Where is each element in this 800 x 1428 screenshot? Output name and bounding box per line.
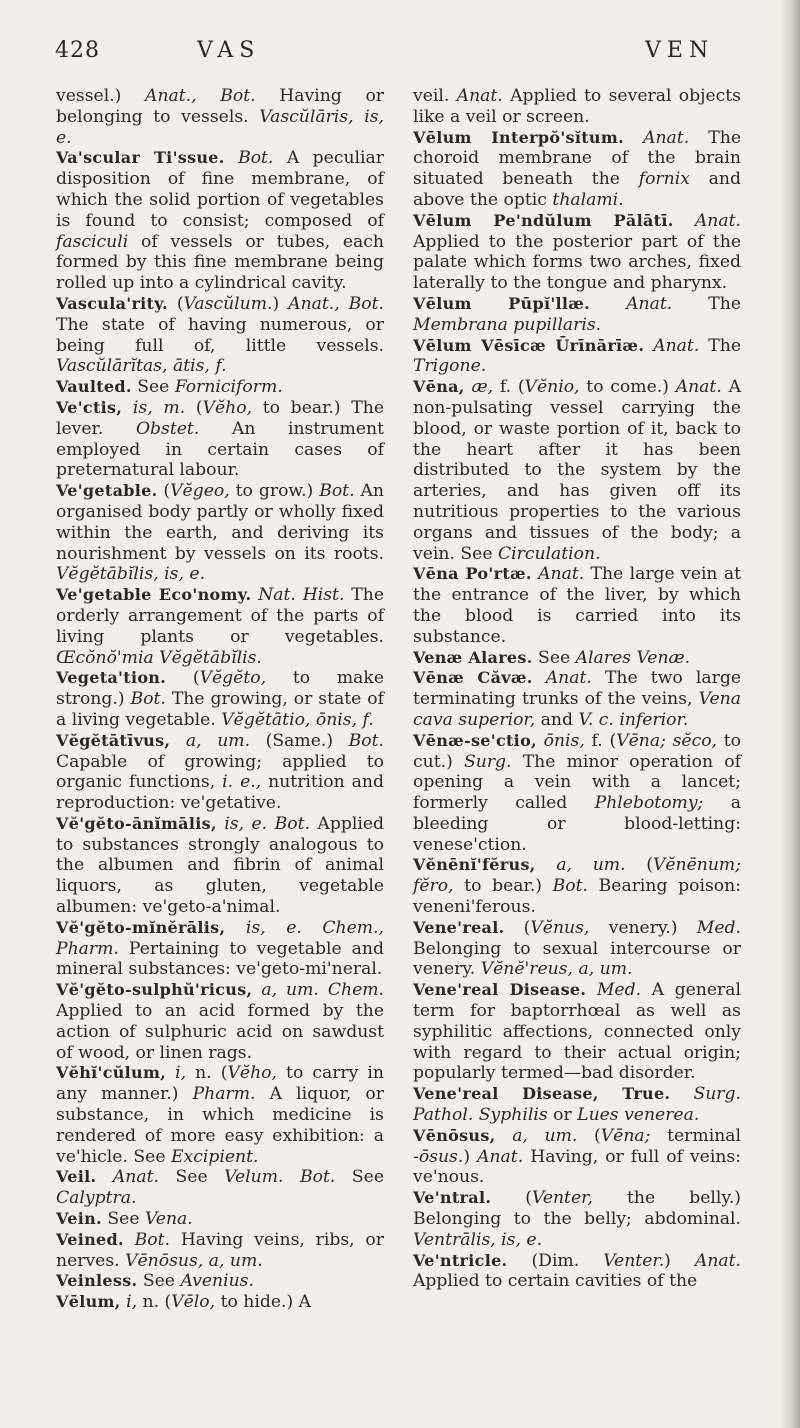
entry-italic-text: Vēna; [600, 1125, 651, 1146]
entry-italic-text: Vĕho, [227, 1063, 277, 1084]
entry-italic-text: i. e., [222, 772, 262, 793]
entry-headword: Ve'getable Eco'nomy. [56, 585, 252, 605]
entry-headword: Vēnōsus, [413, 1125, 496, 1145]
entry-headword: Vaulted. [56, 377, 132, 397]
entry-italic-text: Obstet. [135, 418, 200, 439]
entry-text: An organised body partly or wholly fixed within the earth, and deriving its nourishment by vessels on its roots. [56, 481, 384, 564]
entry-text: terminal - [413, 1125, 742, 1167]
entry-italic-text: Vĕho, [202, 397, 253, 418]
entry-text: and [535, 709, 579, 730]
entry-text: veil. [413, 86, 457, 106]
entry-text: a bleeding or blood-letting: venese'ction. [413, 793, 741, 855]
entry-italic-text: Med. [596, 980, 642, 1001]
dictionary-entry [413, 668, 741, 730]
entry-text: f. ( [584, 730, 617, 751]
entry-text: ( [577, 1125, 601, 1146]
entry-headword: Vĕ'gĕto-mĭnĕrālis, [56, 917, 226, 937]
entry-text: Pertaining to vegetable and mineral substances: ve'geto-mi'neral. [56, 938, 384, 980]
entry-headword: Vēlum Pūpĭ'llæ. [413, 293, 591, 313]
entry-italic-text: Anat. [694, 210, 741, 231]
entry-text: Applied to several objects like a veil or screen. [413, 86, 741, 127]
entry-text: n. ( [137, 1292, 172, 1313]
entry-italic-text: Med. [696, 917, 741, 938]
entry-text: See [158, 1167, 225, 1188]
entry-text: ) [664, 1250, 695, 1271]
entry-text [537, 731, 544, 751]
entry-text [586, 980, 597, 1000]
entry-text [225, 148, 238, 168]
entry-italic-text: Vascŭlāris, is, e. [56, 106, 384, 148]
dictionary-entry [56, 294, 384, 377]
entry-text: and above the optic [413, 169, 741, 210]
entry-text: The growing, or state of a living vegetable. [56, 689, 384, 730]
entry-headword: Va'scular Ti'ssue. [56, 148, 225, 168]
entry-text [225, 918, 246, 938]
entry-italic-text: Vĕgĕtābĭlis, is, e. [56, 564, 206, 585]
entry-italic-text: Vĕgĕto, [199, 668, 267, 689]
entry-italic-text: Vena cava superior, [413, 689, 741, 730]
entry-headword: Vĕ'gĕto-sulphŭ'ricus, [56, 980, 253, 1000]
dictionary-entry [413, 294, 741, 336]
entry-italic-text: fornix [638, 169, 690, 190]
dictionary-entry [56, 918, 384, 980]
entry-italic-text: a, um. [512, 1125, 578, 1146]
entry-italic-text: Ventrālis, is, e. [413, 1229, 543, 1250]
entry-italic-text: Lues venerea. [577, 1105, 700, 1126]
entry-headword: Vēna Po'rtæ. [413, 564, 532, 584]
entry-text [496, 1126, 513, 1146]
entry-text: The [699, 335, 742, 356]
entry-text [674, 211, 695, 231]
dictionary-entry [413, 86, 741, 128]
entry-italic-text: Vĕnio, [524, 377, 580, 398]
entry-italic-text: Avenius. [180, 1271, 254, 1292]
entry-italic-text: Anat. [626, 293, 673, 314]
entry-text: Applied to substances strongly analogous to the albumen and fibrin of animal liquors, as gluten, vegetable albumen: ve'geto-a'nimal. [56, 813, 384, 918]
entry-italic-text: Bot. [300, 1167, 336, 1188]
entry-italic-text: Vĕnĕ'reus, a, um. [480, 959, 633, 980]
entry-text: The [672, 293, 741, 314]
header-right-word: VEN [645, 38, 715, 63]
entry-text [166, 1063, 175, 1083]
entry-headword: Veined. [56, 1229, 124, 1249]
entry-italic-text: Anat. [112, 1167, 159, 1188]
entry-italic-text: Anat. [694, 1250, 742, 1271]
entry-headword: Vene'real. [413, 917, 505, 937]
dictionary-entry [56, 731, 384, 814]
page-edge-shadow [778, 0, 800, 1428]
entry-italic-text: Œcŏnŏ'mia Vĕgĕtābĭlis. [56, 647, 262, 668]
entry-text: ( [504, 917, 531, 938]
entry-text: The state of having numerous, or being full of, little vessels. [56, 314, 384, 356]
entry-text: See [137, 1271, 181, 1292]
entry-text: The choroid membrane of the brain situated beneath the [413, 127, 742, 190]
dictionary-entry [413, 1188, 741, 1250]
entry-text: ( [167, 293, 184, 314]
entry-italic-text: Anat. [653, 335, 700, 356]
entry-italic-text: Circulation. [497, 543, 601, 564]
entry-italic-text: Anat. [675, 377, 722, 398]
entry-italic-text: Anat., Bot. [288, 293, 385, 314]
dictionary-entry [56, 398, 384, 481]
entry-text: or [547, 1105, 578, 1126]
entry-italic-text: Bot. [319, 481, 355, 502]
entry-text: ( [185, 397, 203, 418]
dictionary-entry [413, 1251, 741, 1293]
dictionary-entry [56, 1230, 384, 1272]
entry-italic-text: Alares Venæ. [575, 647, 691, 668]
entry-italic-text: Venter. [603, 1250, 665, 1271]
dictionary-entry [413, 564, 741, 647]
entry-italic-text: Vĕgeo, [170, 481, 230, 502]
entry-italic-text: a, um. Chem. [261, 980, 384, 1001]
entry-italic-text: Vĕgĕtātio, ōnis, f. [221, 709, 374, 730]
entry-text: The orderly arrangement of the parts of living plants or vegetables. [56, 585, 384, 647]
entry-italic-text: a, um. [185, 730, 251, 751]
entry-text: ( [491, 1188, 532, 1209]
entry-italic-text: Calyptra. [56, 1188, 137, 1209]
running-header [55, 38, 760, 68]
left-column [56, 86, 384, 1313]
dictionary-entry [56, 668, 384, 730]
entry-text [644, 336, 653, 356]
entry-italic-text: Bot. [134, 1229, 171, 1250]
entry-text: The large vein at the entrance of the liver, by which the blood is carried into its substance. [413, 564, 741, 647]
entry-italic-text: Anat. [545, 668, 592, 689]
entry-text: See [335, 1167, 384, 1188]
dictionary-entry [56, 980, 384, 1063]
entry-text: Applied to the posterior part of the palate which forms two arches, fixed laterally to the tongue and pharynx. [413, 231, 741, 294]
entry-italic-text: Vēnōsus, a, um. [125, 1250, 263, 1271]
entry-italic-text: Vĕnus, [530, 917, 590, 938]
dictionary-entry [413, 1126, 741, 1188]
dictionary-entry [56, 814, 384, 918]
entry-text: to grow.) [229, 481, 320, 502]
entry-text: to hide.) A [215, 1292, 312, 1313]
entry-headword: Vēnæ-se'ctio, [413, 730, 537, 750]
entry-italic-text: Bot. [238, 148, 274, 169]
entry-italic-text: ōnis, [543, 730, 585, 751]
entry-italic-text: a, um. [556, 855, 626, 876]
entry-italic-text: Vēna; sĕco, [616, 730, 718, 751]
dictionary-entry [413, 918, 741, 980]
entry-italic-text: Bot. [274, 813, 310, 834]
entry-headword: Vegeta'tion. [56, 668, 167, 688]
dictionary-entry [413, 1084, 741, 1126]
dictionary-entry [56, 481, 384, 585]
entry-italic-text: Anat. [643, 127, 690, 148]
entry-italic-text: Forniciform. [174, 377, 283, 398]
entry-text [590, 294, 626, 314]
entry-headword: Veil. [56, 1167, 97, 1187]
entry-text [122, 398, 133, 418]
dictionary-entry [56, 1292, 384, 1313]
dictionary-entry [413, 128, 741, 211]
entry-headword: Ve'getable. [56, 481, 158, 501]
header-left-word: VAS [197, 38, 261, 63]
entry-text: the belly.) Belonging to the belly; abdominal. [413, 1188, 741, 1230]
entry-italic-text: i, [175, 1063, 187, 1084]
right-column [413, 86, 741, 1292]
entry-text: The minor operation of opening a vein with a lancet; formerly called [413, 751, 741, 814]
dictionary-entry [413, 377, 741, 564]
entry-headword: Vēnæ Căvæ. [413, 668, 533, 688]
entry-headword: Ve'ntricle. [413, 1250, 508, 1270]
entry-text [124, 1230, 135, 1250]
entry-headword: Vēna, [413, 377, 465, 397]
entry-text: of vessels or tubes, each formed by this fine membrane being rolled up into a cylindrical cavity. [56, 231, 384, 294]
dictionary-entry [413, 980, 741, 1084]
entry-text: (Same.) [250, 730, 349, 751]
entry-text: venery.) [589, 917, 697, 938]
dictionary-entry [413, 336, 741, 378]
entry-italic-text: Venter, [531, 1188, 593, 1209]
entry-italic-text: æ, [471, 377, 494, 398]
dictionary-entry [413, 211, 741, 294]
entry-italic-text: Anat., Bot. [145, 86, 256, 106]
entry-text [170, 731, 186, 751]
entry-text [624, 128, 643, 148]
entry-text: A general term for baptorrhœal as well as syphilitic affections, connected only with regard to their actual origin; popularly termed—bad disorder. [413, 980, 741, 1084]
entry-text: nutrition and reproduction: ve'getative. [56, 772, 385, 814]
entry-italic-text: Trigone. [413, 356, 487, 377]
entry-headword: Vascula'rity. [56, 293, 168, 313]
entry-text: to make strong.) [56, 668, 384, 710]
entry-text: A peculiar disposition of fine membrane, of which the solid portion of vegetables is found to consist; composed of [56, 148, 384, 231]
entry-text [96, 1167, 113, 1187]
dictionary-entry [56, 148, 384, 294]
entry-text: f. ( [493, 377, 525, 398]
dictionary-entry [56, 377, 384, 398]
entry-italic-text: is, e. Chem., Pharm. [56, 917, 384, 959]
entry-text: to come.) [579, 377, 676, 398]
dictionary-entry [56, 1209, 384, 1230]
entry-italic-text: Surg. Pathol. Syphilis [413, 1084, 741, 1126]
entry-italic-text: Velum. [224, 1167, 284, 1188]
entry-italic-text: Anat. [456, 86, 503, 106]
entry-italic-text: Bot. [348, 730, 384, 751]
entry-headword: Vene'real Disease. [413, 980, 587, 1000]
entry-text: to bear.) [453, 876, 553, 897]
entry-italic-text: i, [126, 1292, 138, 1313]
entry-headword: Vĕhĭ'cŭlum, [56, 1063, 167, 1083]
entry-text: See [101, 1209, 145, 1230]
entry-italic-text: Vĕnēnum; fĕro, [413, 855, 741, 897]
entry-text [283, 1167, 300, 1187]
entry-text: ( [157, 481, 171, 502]
entry-text: An instrument employed in certain cases of preternatural labour. [56, 418, 384, 481]
entry-text: The two large terminating trunks of the veins, [413, 668, 742, 710]
entry-text: ) [463, 1146, 478, 1167]
entry-text: Having or belonging to vessels. [56, 86, 385, 127]
entry-text: Bearing poison: veneni'ferous. [413, 876, 742, 918]
entry-italic-text: V. c. inferior. [578, 709, 689, 730]
entry-italic-text: Surg. [463, 751, 512, 772]
dictionary-entry [56, 585, 384, 668]
entry-text [536, 855, 557, 875]
entry-italic-text: ōsus. [418, 1146, 464, 1167]
entry-text: ( [166, 668, 200, 689]
entry-italic-text: Vascŭlārĭtas, ātis, f. [56, 356, 227, 377]
entry-headword: Venæ Alares. [413, 647, 533, 667]
entry-text: ) [272, 293, 289, 314]
entry-text [670, 1084, 693, 1104]
entry-italic-text: thalami. [552, 189, 624, 210]
entry-text: to cut.) [413, 730, 741, 772]
entry-text: Having veins, ribs, or nerves. [56, 1229, 384, 1271]
entry-text: to bear.) The lever. [56, 397, 385, 439]
entry-headword: Veinless. [56, 1271, 138, 1291]
entry-text: Having, or full of veins: ve'nous. [413, 1146, 741, 1188]
entry-text: See [131, 377, 175, 398]
entry-headword: Vēlum Vēsīcæ Ūrīnārīæ. [413, 335, 645, 355]
dictionary-entry [56, 1167, 384, 1209]
entry-text: Applied to certain cavities of the [413, 1271, 698, 1292]
entry-italic-text: Bot. [552, 876, 589, 897]
entry-text: Capable of growing; applied to organic functions, [56, 751, 384, 793]
entry-headword: Ve'ctis, [56, 397, 123, 417]
entry-headword: Vēlum Pe'ndŭlum Pālātī. [413, 210, 674, 230]
entry-italic-text: Excipient. [170, 1146, 259, 1167]
entry-italic-text: Membrana pupillaris. [413, 314, 602, 335]
dictionary-entry [56, 86, 384, 148]
entry-text: A non-pulsating vessel carrying the blood, or waste portion of it, back to the heart after it has been distributed to the system by the arteries, and has given off its nutritious properties to the various organs and tissues of the body; a vein. See [413, 377, 741, 564]
entry-text: See [532, 647, 576, 668]
entry-text: A liquor, or substance, in which medicine is rendered of more easy exhibition: a ve'hicle. See [56, 1084, 384, 1167]
entry-italic-text: Pharm. [192, 1084, 256, 1105]
entry-headword: Ve'ntral. [413, 1188, 492, 1208]
entry-italic-text: Anat. [538, 564, 585, 585]
entry-italic-text: Vena. [144, 1209, 193, 1230]
dictionary-entry [56, 1063, 384, 1167]
entry-text: n. ( [186, 1063, 228, 1084]
page-number: 428 [55, 38, 100, 63]
entry-italic-text: fasciculi [56, 231, 129, 252]
entry-italic-text: Vascŭlum. [183, 293, 273, 314]
entry-italic-text: is, m. [132, 397, 186, 418]
entry-italic-text: Phlebotomy; [594, 793, 704, 814]
entry-headword: Vĕnēnĭ'fĕrus, [413, 855, 536, 875]
entry-headword: Vĕ'gĕto-ānĭmālis, [56, 813, 217, 833]
entry-text [267, 814, 274, 834]
entry-text [533, 668, 546, 688]
entry-headword: Vēlum Interpŏ'sĭtum. [413, 127, 624, 147]
entry-headword: Vene'real Disease, True. [413, 1084, 671, 1104]
entry-headword: Vēlum, [56, 1292, 121, 1312]
dictionary-entry [413, 648, 741, 669]
dictionary-entry [56, 1271, 384, 1292]
entry-text: Applied to an acid formed by the action of sulphuric acid on sawdust of wood, or linen rags. [56, 1001, 384, 1063]
entry-italic-text: Vēlo, [171, 1292, 216, 1313]
entry-headword: Vĕgĕtātīvus, [56, 730, 171, 750]
entry-text: Belonging to sexual intercourse or venery. [413, 938, 741, 980]
dictionary-entry [413, 855, 741, 917]
entry-text: (Dim. [507, 1250, 604, 1271]
entry-text: vessel.) [56, 86, 146, 106]
entry-italic-text: Nat. Hist. [258, 585, 345, 606]
entry-italic-text: Anat. [477, 1146, 524, 1167]
entry-italic-text: is, e. [224, 813, 268, 834]
entry-text: ( [625, 855, 653, 876]
dictionary-entry [413, 731, 741, 856]
entry-text: to carry in any manner.) [56, 1063, 384, 1105]
entry-headword: Vein. [56, 1209, 102, 1229]
entry-italic-text: Bot. [130, 689, 166, 710]
